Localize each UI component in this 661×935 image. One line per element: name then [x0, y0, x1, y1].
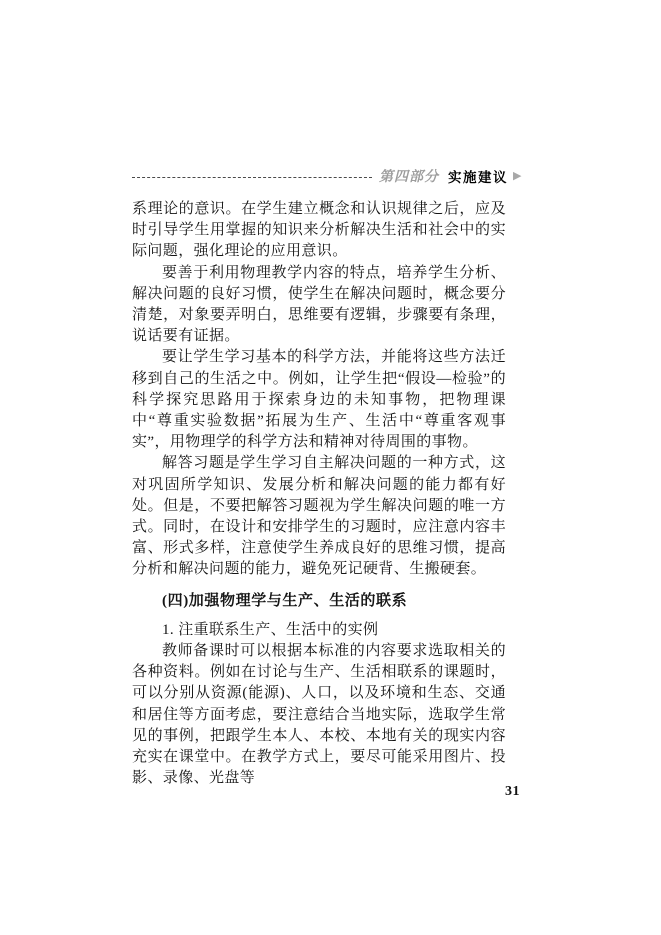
section-heading: (四)加强物理学与生产、生活的联系 — [162, 592, 408, 609]
paragraph: 要善于利用物理教学内容的特点，培养学生分析、解决问题的良好习惯，使学生在解决问题时，概念要分清楚，对象要弄明白，思维要有逻辑，步骤要有条理，说话要有证据。 — [132, 264, 506, 345]
paragraph: 教师备课时可以根据本标准的内容要求选取相关的各种资料。例如在讨论与生产、生活相联系的课题时，可以分别从资源(能源)、人口，以及环境和生态、交通和居住等方面考虑，要注意结合当地实际，选取学生常见的事例，把跟学生本人、本校、本地有关的现实内容充实在课堂中。在教学方式上，要尽可能采用图片、投影、录像、光盘等 — [132, 643, 506, 787]
page-body — [132, 199, 506, 789]
header-section-label: 第四部分 — [379, 170, 439, 185]
header-section-title: 实施建议 — [448, 170, 508, 185]
list-item-heading: 1. 注重联系生产、生活中的实例 — [162, 621, 379, 638]
paragraph: 解答习题是学生学习自主解决问题的一种方式，这对巩固所学知识、发展分析和解决问题的能力都有好处。但是，不要把解答习题视为学生解决问题的唯一方式。同时，在设计和安排学生的习题时，应注意内容丰富、形式多样，注意使学生养成良好的思维习惯，提高分析和解决问题的能力，避免死记硬背、生搬硬套。 — [132, 455, 506, 578]
page-number: 31 — [505, 784, 520, 799]
paragraph: 要让学生学习基本的科学方法，并能将这些方法迁移到自己的生活之中。例如，让学生把“假设—检验”的科学探究思路用于探索身边的未知事物，把物理课中“尊重实验数据”拓展为生产、生活中“尊重客观事实”，用物理学的科学方法和精神对待周围的事物。 — [132, 349, 506, 451]
paragraph-continuation: 系理论的意识。在学生建立概念和认识规律之后，应及时引导学生用掌握的知识来分析解决生活和社会中的实际问题，强化理论的应用意识。 — [132, 201, 506, 260]
running-head — [132, 166, 522, 186]
arrow-right-icon: ▶ — [513, 169, 522, 182]
header-dashed-rule — [132, 177, 372, 178]
